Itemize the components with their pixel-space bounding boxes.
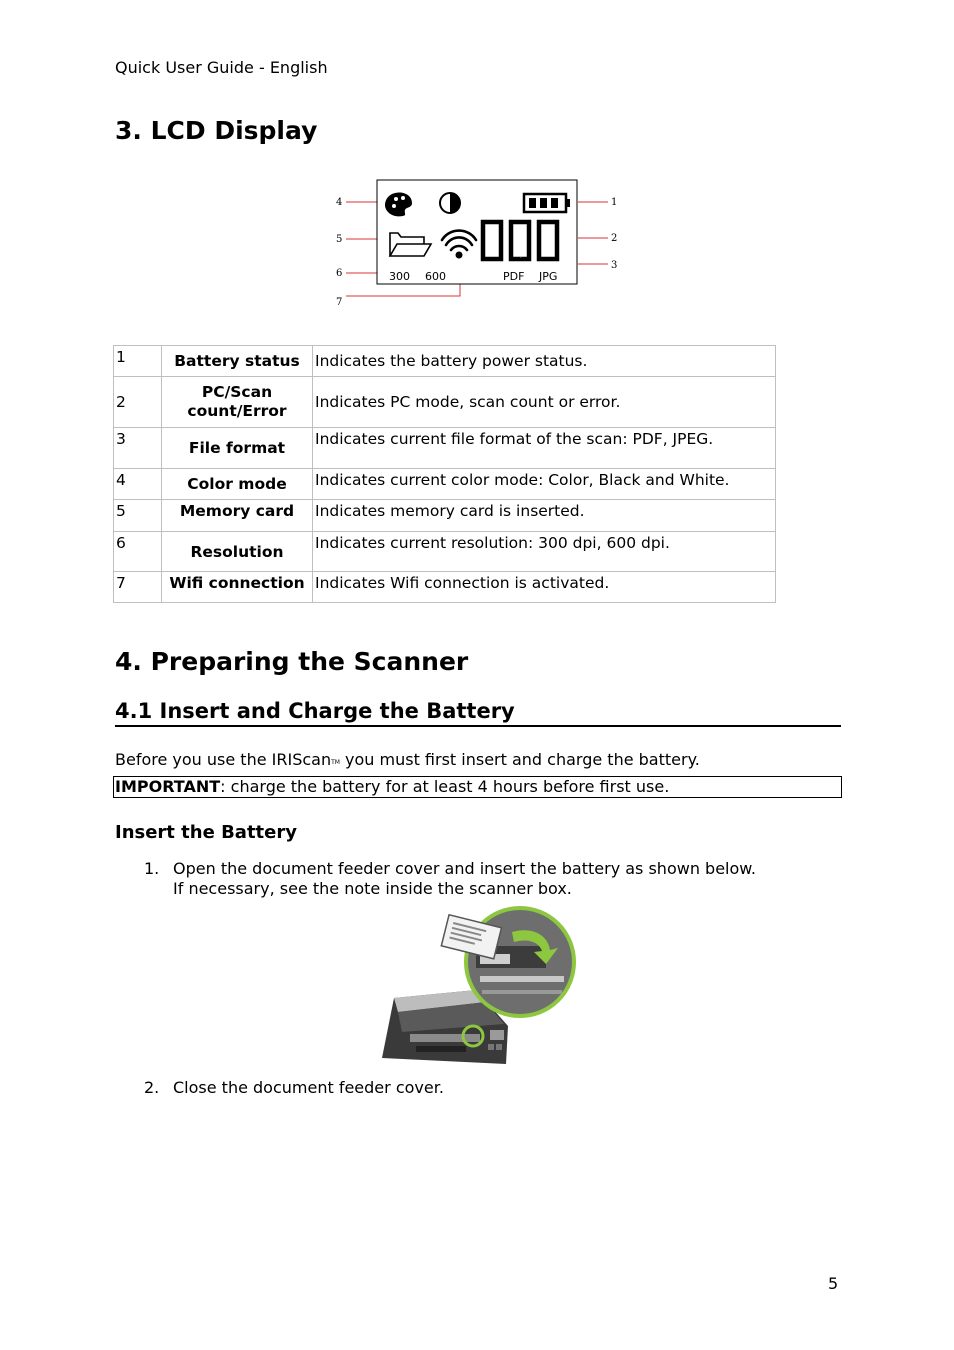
- intro-paragraph: [115, 750, 700, 769]
- lcd-label-300: 300: [389, 270, 410, 283]
- row-number: 4: [114, 469, 162, 500]
- important-note-box: [113, 776, 842, 798]
- row-description: Indicates PC mode, scan count or error.: [313, 377, 776, 428]
- lcd-legend-table: [113, 345, 776, 603]
- row-description: Indicates Wifi connection is activated.: [313, 572, 776, 603]
- important-label: IMPORTANT: [115, 777, 221, 796]
- row-description: Indicates current file format of the scan: PDF, JPEG.: [313, 428, 776, 469]
- page-number: 5: [828, 1274, 839, 1293]
- insert-battery-heading: Insert the Battery: [115, 822, 297, 843]
- row-description: Indicates current resolution: 300 dpi, 600 dpi.: [313, 532, 776, 572]
- row-number: 6: [114, 532, 162, 572]
- row-number: 3: [114, 428, 162, 469]
- row-name: Memory card: [162, 500, 313, 532]
- row-number: 5: [114, 500, 162, 532]
- step-number: 2.: [144, 1078, 160, 1097]
- lcd-label-jpg: JPG: [539, 270, 558, 283]
- row-name: Color mode: [162, 469, 313, 500]
- row-name: PC/Scan count/Error: [162, 377, 313, 428]
- table-row: [114, 346, 776, 377]
- row-number: 1: [114, 346, 162, 377]
- subsection-4-1-heading: 4.1 Insert and Charge the Battery: [115, 699, 515, 723]
- callout-2: 2: [611, 233, 618, 244]
- table-row: [114, 572, 776, 603]
- table-row: [114, 532, 776, 572]
- callout-1: 1: [611, 197, 618, 208]
- row-name: Resolution: [162, 532, 313, 572]
- heading-underline: [115, 725, 841, 727]
- callout-3: 3: [611, 260, 618, 271]
- section-3-heading: 3. LCD Display: [115, 116, 318, 145]
- table-row: [114, 428, 776, 469]
- row-description: Indicates the battery power status.: [313, 346, 776, 377]
- row-name: Battery status: [162, 346, 313, 377]
- battery-insertion-illustration: [376, 906, 580, 1070]
- callout-6: 6: [336, 268, 343, 279]
- trademark-mark: TM: [331, 759, 340, 766]
- lcd-label-pdf: PDF: [503, 270, 525, 283]
- intro-before: Before you use the IRIScan: [115, 750, 332, 769]
- callout-5: 5: [336, 234, 343, 245]
- step-text-line2: If necessary, see the note inside the scanner box.: [173, 879, 572, 898]
- row-name: Wifi connection: [162, 572, 313, 603]
- segment-digits-value: 000: [520, 258, 522, 259]
- row-number: 2: [114, 377, 162, 428]
- lcd-display-diagram: [330, 172, 630, 312]
- callout-4: 4: [336, 197, 343, 208]
- table-row: [114, 377, 776, 428]
- lcd-label-600: 600: [425, 270, 446, 283]
- step-text-line1: Open the document feeder cover and insert the battery as shown below.: [173, 859, 756, 878]
- row-number: 7: [114, 572, 162, 603]
- row-name: File format: [162, 428, 313, 469]
- step-1: [144, 859, 844, 901]
- row-description: Indicates current color mode: Color, Black and White.: [313, 469, 776, 500]
- callout-7: 7: [336, 297, 343, 308]
- section-4-heading: 4. Preparing the Scanner: [115, 647, 469, 676]
- step-text-line1: Close the document feeder cover.: [173, 1078, 444, 1097]
- table-row: [114, 500, 776, 532]
- intro-after: you must first insert and charge the battery.: [339, 750, 700, 769]
- table-row: [114, 469, 776, 500]
- running-header: Quick User Guide - English: [115, 58, 328, 77]
- important-text: : charge the battery for at least 4 hours before first use.: [220, 777, 670, 796]
- step-number: 1.: [144, 859, 160, 878]
- step-2: [144, 1078, 844, 1100]
- row-description: Indicates memory card is inserted.: [313, 500, 776, 532]
